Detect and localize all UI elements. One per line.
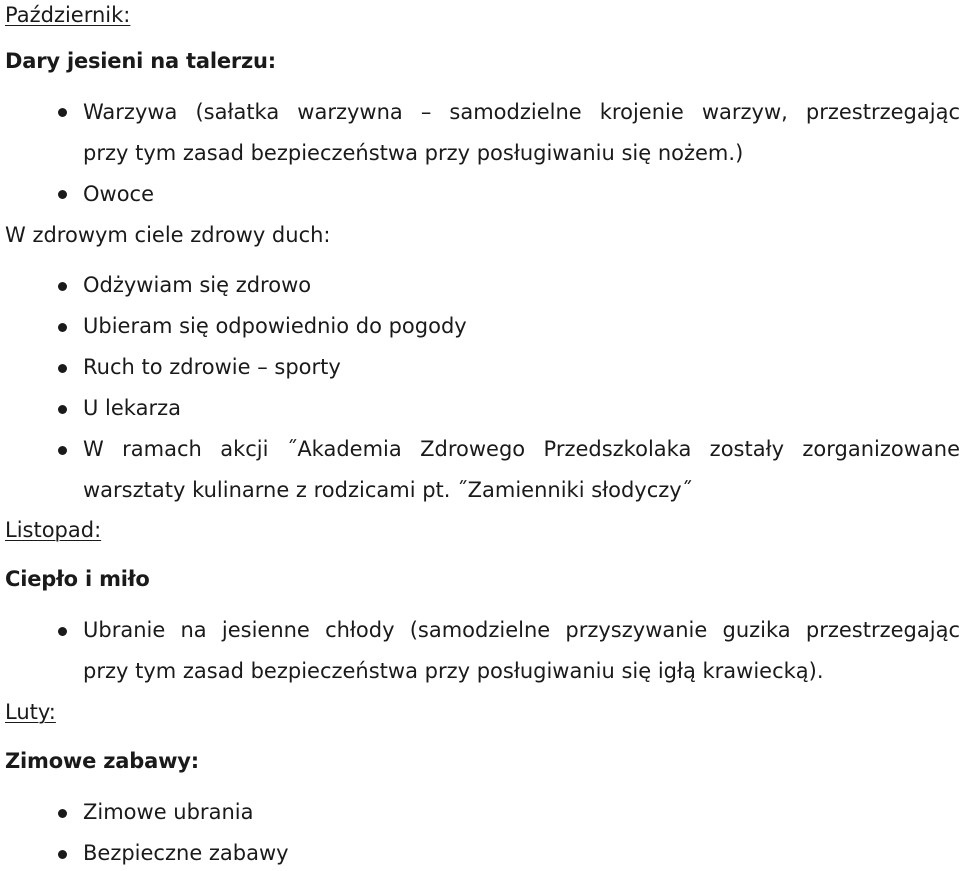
list-item-zimowe-ubrania: Zimowe ubrania: [83, 800, 254, 824]
topic-title-cieplo-i-milo: Ciepło i miło: [5, 567, 150, 591]
list-item-ubieram: Ubieram się odpowiednio do pogody: [83, 314, 467, 338]
list-item-akademia-continuation: warsztaty kulinarne z rodzicami pt. ˝Zamienniki słodyczy˝: [83, 478, 693, 502]
bullet-icon: [58, 364, 67, 373]
bullet-icon: [58, 108, 67, 117]
bullet-icon: [58, 809, 67, 818]
list-item-lekarz: U lekarza: [83, 396, 181, 420]
topic-title-zimowe-zabawy: Zimowe zabawy:: [5, 749, 199, 773]
bullet-icon: [58, 850, 67, 859]
bullet-icon: [58, 190, 67, 199]
list-item-odzywiam: Odżywiam się zdrowo: [83, 273, 312, 297]
bullet-icon: [58, 446, 67, 455]
topic-title-zdrowy-duch: W zdrowym ciele zdrowy duch:: [5, 223, 331, 247]
list-item-warzywa-continuation: przy tym zasad bezpieczeństwa przy posługiwaniu się nożem.): [83, 141, 744, 165]
bullet-icon: [58, 282, 67, 291]
month-heading-february: Luty:: [5, 700, 56, 724]
month-heading-october: Październik:: [5, 3, 131, 27]
topic-title-dary-jesieni: Dary jesieni na talerzu:: [5, 49, 277, 73]
list-item-warzywa: Warzywa (sałatka warzywna – samodzielne krojenie warzyw, przestrzegając: [83, 100, 960, 124]
list-item-owoce: Owoce: [83, 182, 155, 206]
list-item-ubranie: Ubranie na jesienne chłody (samodzielne przyszywanie guzika przestrzegając: [83, 618, 960, 642]
bullet-icon: [58, 627, 67, 636]
month-heading-november: Listopad:: [5, 518, 102, 542]
bullet-icon: [58, 323, 67, 332]
list-item-ruch: Ruch to zdrowie – sporty: [83, 355, 341, 379]
list-item-ubranie-continuation: przy tym zasad bezpieczeństwa przy posługiwaniu się igłą krawiecką).: [83, 659, 824, 683]
list-item-akademia: W ramach akcji ˝Akademia Zdrowego Przedszkolaka zostały zorganizowane: [83, 437, 960, 461]
list-item-bezpieczne-zabawy: Bezpieczne zabawy: [83, 841, 289, 865]
bullet-icon: [58, 405, 67, 414]
